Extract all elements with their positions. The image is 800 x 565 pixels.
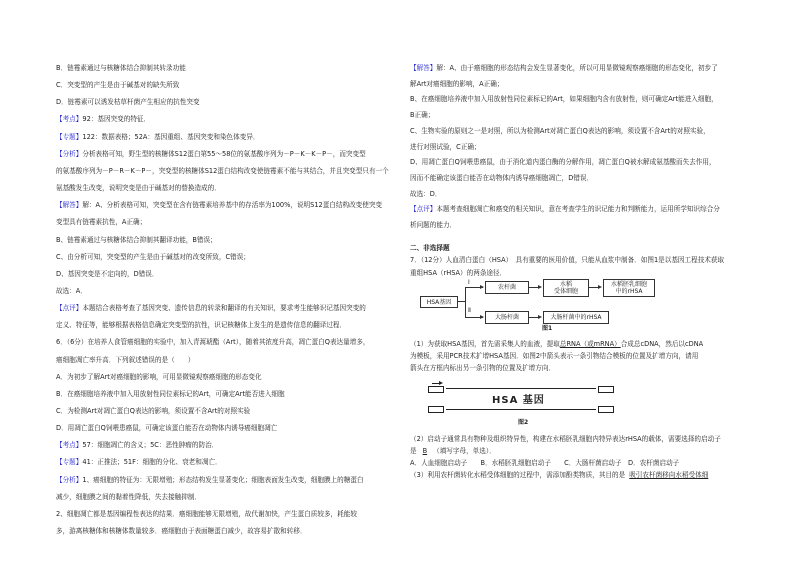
section-tag: 【考点】	[56, 115, 83, 124]
agrobacterium-box: 农杆菌	[485, 281, 529, 294]
path-ii-label: Ⅱ	[468, 307, 471, 314]
ecoli-box: 大肠杆菌	[485, 311, 529, 324]
text-line: 变型具有链霉素抗性，A正确；	[56, 218, 147, 227]
section-tag: 【点评】	[56, 304, 83, 313]
text-line: 减少，细胞膜之间的黏着性降低，失去接触抑制．	[56, 492, 202, 501]
q7-1-line2: 为模板，采用PCR技术扩增HSA基因．如图2中箭头表示一条引物结合模板的位置及扩增方向，请用	[410, 352, 699, 360]
text-line: 【分析】1、癌细胞的特征为：无限增殖；形态结构发生显著变化；细胞表面发生改变，细胞膜上的糖蛋白	[56, 475, 364, 484]
text-line: 7．（12分）人血清白蛋白（HSA） 具有重要的医用价值，只能从血浆中制备．如图1是以基因工程技术获取	[410, 256, 725, 264]
text-line: 【解答】解：A、分析表格可知，突变型在含有链霉素培养基中的存活率为100%，说明S12蛋白结构改变使突变	[56, 201, 383, 210]
text-line: 进行对照试验，C正确；	[410, 142, 481, 151]
text-line: C．为检测Art对凋亡蛋白Q表达的影响，须设置不含Art的对照实验	[56, 407, 251, 415]
text-line: 的氨基酸序列为－P－R－K－P－，突变型的核糖体S12蛋白结构改变使链霉素不能与其结合，并且突变型只有一个	[56, 166, 389, 175]
text-line: 析问题的能力．	[410, 221, 457, 229]
text-line: 氨基酸发生改变，说明突变是由于碱基对的替换造成的．	[56, 184, 221, 193]
text-line: D．链霉素可以诱发枯草杆菌产生相应的抗性突变	[56, 98, 200, 107]
section-tag: 【专题】	[56, 458, 83, 467]
text-line: A．为初步了解Art对癌细胞的影响，可用显微镜观察癌细胞的形态变化	[56, 372, 262, 381]
text-line: D、用凋亡蛋白Q饲喂患癌鼠，由于消化道内蛋白酶的分解作用，凋亡蛋白Q被水解成氨基酸而失去作用，	[410, 158, 716, 167]
figure-1-caption: 图1	[542, 325, 553, 332]
text-line: 重组HSA（rHSA）的两条途径．	[410, 269, 507, 277]
text-line: 故选：A．	[56, 286, 87, 295]
section-tag: 【解答】	[56, 201, 83, 210]
figure-2-gene-label: HSA 基因	[492, 395, 545, 406]
section-tag: 【考点】	[56, 441, 83, 450]
rice-receptor-cell-box: 水稻 受体细胞	[543, 279, 589, 297]
text-line: 2、细胞凋亡都是基因编程性表达的结果．癌细胞能够无限增殖，故代谢加快，产生蛋白质较多，耗能较	[56, 509, 357, 518]
hsa-gene-box: HSA基因	[420, 296, 458, 308]
text-line: 【点评】本题考查细胞凋亡和癌变的相关知识，意在考查学生的识记能力和判断能力，运用所学知识综合分	[410, 205, 720, 214]
section-tag: 【分析】	[56, 149, 83, 158]
text-line: B正确；	[410, 111, 435, 120]
text-line: D．用凋亡蛋白Q饲喂患癌鼠，可确定该蛋白能否在动物体内诱导癌细胞凋亡	[56, 424, 278, 433]
figure-2-caption: 图2	[518, 419, 529, 426]
rice-endosperm-rhsa-box: 水稻胚乳细胞 中的rHSA	[603, 279, 655, 297]
text-line: C、生物实验的原则之一是对照，所以为检测Art对凋亡蛋白Q表达的影响，须设置不含Art的对照实验，	[410, 126, 710, 135]
answer-2: B	[422, 447, 428, 455]
text-line: 【考点】92：基因突变的特征．	[56, 115, 151, 124]
text-line: B、链霉素通过与核糖体结合抑制其翻译功能，B错误；	[56, 235, 217, 244]
q7-3-line1: （3）利用农杆菌转化水稻受体细胞的过程中，需添加酚类物质，其目的是 吸引农杆菌移向水稻受体细	[410, 471, 709, 479]
text-line: 故选：D．	[410, 189, 442, 198]
section-title: 二、非选择题	[410, 244, 450, 252]
text-line: B．在癌细胞培养液中加入用放射性同位素标记的Art，可确定Art能否进入细胞	[56, 389, 285, 398]
text-line: 【解答】解：A、由于癌细胞的形态结构会发生显著变化，所以可用显微镜观察癌细胞的形态变化，初步了	[410, 64, 718, 72]
ecoli-rhsa-box: 大肠杆菌中的rHSA	[543, 311, 609, 324]
q7-2-line2: 是 B （填写字母，单选）．	[410, 447, 496, 455]
text-line: D、基因突变是不定向的，D错误．	[56, 269, 159, 278]
q7-1-line1: （1）为获取HSA基因，首先需采集人的血液，提取总RNA（或mRNA）合成总cDNA，然后以cDNA	[410, 340, 704, 348]
q7-1-line3: 箭头在方框内标出另一条引物的位置及扩增方向．	[410, 364, 556, 372]
text-line: 癌细胞凋亡率升高．下列叙述错误的是（ ）	[56, 355, 195, 364]
section-tag: 【解答】	[410, 64, 437, 72]
section-tag: 【专题】	[56, 132, 83, 141]
text-line: 因而不能确定该蛋白能否在动物体内诱导癌细胞凋亡，D错误．	[410, 173, 594, 182]
text-line: 6．（6分）在培养人食管癌细胞的实验中，加入青蒿琥酯（Art），随着其浓度升高，凋亡蛋白Q表达量增多，	[56, 338, 370, 347]
section-tag: 【点评】	[410, 205, 437, 214]
section-tag: 【分析】	[56, 475, 83, 484]
text-line: 【分析】分析表格可知，野生型的核糖体S12蛋白第55～58位的氨基酸序列为－P－K－K－P－，而突变型	[56, 149, 366, 158]
text-line: 多，游离核糖体和核糖体数量较多．癌细胞由于表面糖蛋白减少，故容易扩散和转移．	[56, 527, 307, 536]
text-line: 定义、特征等，能够根据表格信息确定突变型的抗性，识记核糖体上发生的是遗传信息的翻译过程．	[56, 321, 347, 330]
text-line: 解Art对癌细胞的影响，A正确；	[410, 79, 504, 88]
text-line: B、在癌细胞培养液中加入用放射性同位素标记的Art，如果细胞内含有放射性，则可确定Art能进入细胞，	[410, 95, 718, 104]
text-line: 【点评】本题结合表格考查了基因突变、遗传信息的转录和翻译的有关知识，要求考生能够识记基因突变的	[56, 304, 366, 313]
answer-3: 吸引农杆菌移向水稻受体细	[629, 471, 709, 479]
q7-2-line1: （2）启动子通常具有物种及组织特异性，构建在水稻胚乳细胞内特异表达rHSA的载体，需要选择的启动子	[410, 435, 721, 443]
q7-2-options: A．人血细胞启动子 B．水稻胚乳细胞启动子 C．大肠杆菌启动子 D．农杆菌启动子	[410, 459, 680, 467]
text-line: 【考点】57：细胞凋亡的含义；5C：恶性肿瘤的防治．	[56, 441, 219, 450]
path-i-label: Ⅰ	[468, 279, 470, 286]
text-line: C、由分析可知，突变型的产生是由于碱基对的改变所致，C错误；	[56, 252, 250, 261]
answer-1: 总RNA（或mRNA）	[559, 340, 621, 348]
text-line: 【专题】41：正推法；51F：细胞的分化、衰老和凋亡．	[56, 458, 222, 467]
text-line: C．突变型的产生是由于碱基对的缺失所致	[56, 81, 180, 90]
text-line: B．链霉素通过与核糖体结合抑制其转录功能	[56, 64, 186, 72]
text-line: 【专题】122：数据表格；52A：基因重组、基因突变和染色体变异．	[56, 132, 260, 141]
